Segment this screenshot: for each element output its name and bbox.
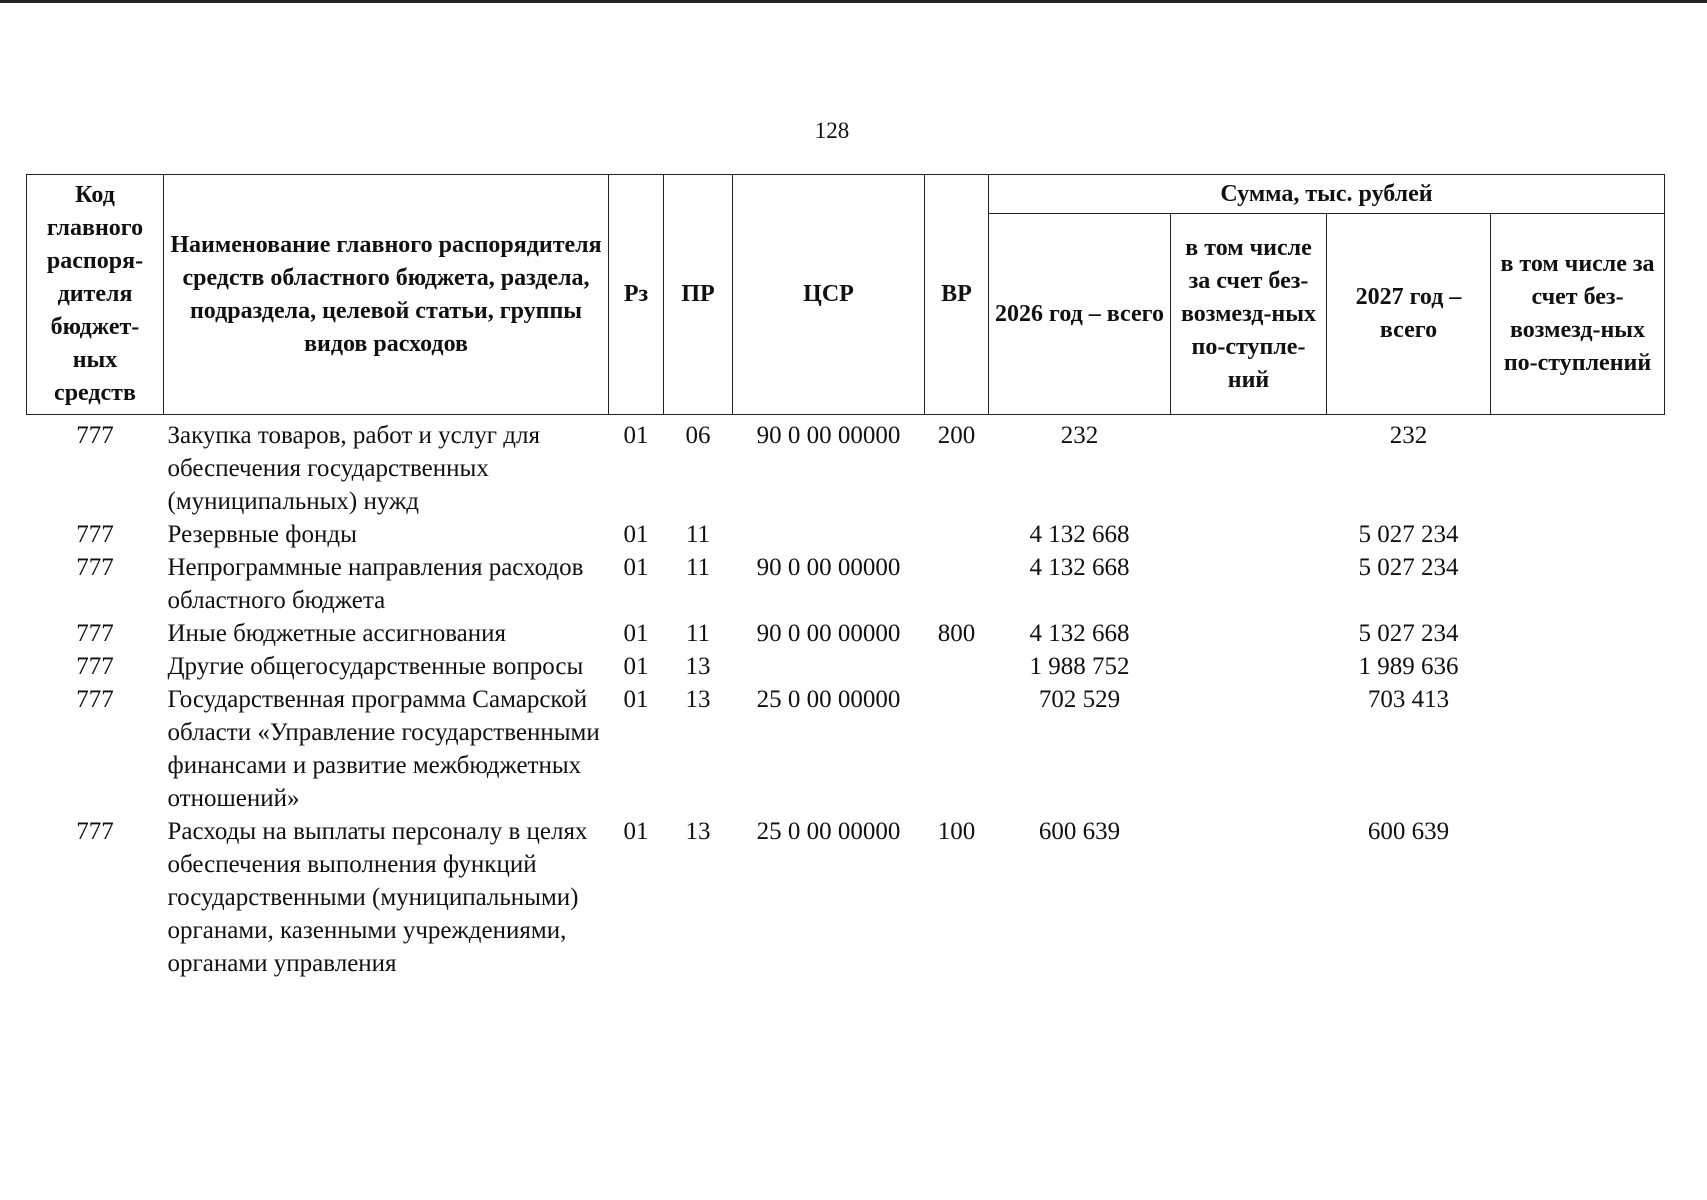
header-rz: Рз <box>609 175 664 415</box>
cell-2027-total: 5 027 234 <box>1358 521 1459 548</box>
header-2027-gratis: в том числе за счет без-возмезд-ных по-ступлений <box>1491 214 1665 415</box>
cell-pr: 13 <box>685 818 711 845</box>
table-row <box>27 617 1665 650</box>
page-number: 128 <box>814 118 850 143</box>
cell-name: Резервные фонды <box>167 521 357 548</box>
cell-2027-total: 232 <box>1389 422 1428 449</box>
cell-csr <box>733 518 925 551</box>
cell-2026-gratis <box>1171 815 1327 980</box>
table-row <box>27 551 1665 617</box>
cell-2027-gratis <box>1491 683 1665 815</box>
cell-pr: 13 <box>685 686 711 713</box>
header-2026-total: 2026 год – всего <box>989 214 1171 415</box>
table-body <box>27 415 1665 981</box>
cell-vr <box>925 683 989 815</box>
table-row <box>27 683 1665 815</box>
cell-2027-gratis <box>1491 518 1665 551</box>
cell-csr: 90 0 00 00000 <box>756 620 901 647</box>
cell-code: 777 <box>76 422 114 449</box>
cell-2027-total: 1 989 636 <box>1358 653 1459 680</box>
budget-table <box>26 174 1665 980</box>
cell-rz: 01 <box>623 620 649 647</box>
cell-pr: 06 <box>685 422 711 449</box>
cell-name: Непрограммные направления расходов областного бюджета <box>167 554 584 614</box>
header-vr: ВР <box>925 175 989 415</box>
cell-vr <box>925 650 989 683</box>
cell-name: Государственная программа Самарской области «Управление государственными финансами и развитие межбюджетных отношений» <box>167 686 600 812</box>
top-rule <box>0 0 1707 3</box>
cell-2026-total: 232 <box>1060 422 1099 449</box>
header-2027-total: 2027 год – всего <box>1327 214 1491 415</box>
cell-vr <box>925 518 989 551</box>
cell-2026-total: 1 988 752 <box>1029 653 1130 680</box>
cell-code: 777 <box>76 554 114 581</box>
cell-csr <box>733 650 925 683</box>
cell-code: 777 <box>76 521 114 548</box>
cell-2026-total: 702 529 <box>1038 686 1121 713</box>
header-pr: ПР <box>664 175 733 415</box>
cell-rz: 01 <box>623 521 649 548</box>
cell-2027-total: 600 639 <box>1367 818 1450 845</box>
cell-2026-total: 4 132 668 <box>1029 521 1130 548</box>
header-code: Код главного распоря-дителя бюджет-ных средств <box>27 175 164 415</box>
cell-2026-total: 4 132 668 <box>1029 620 1130 647</box>
cell-2027-gratis <box>1491 617 1665 650</box>
table-row <box>27 518 1665 551</box>
cell-name: Другие общегосударственные вопросы <box>167 653 584 680</box>
cell-2026-gratis <box>1171 551 1327 617</box>
table-row <box>27 415 1665 519</box>
cell-rz: 01 <box>623 554 649 581</box>
cell-2027-total: 703 413 <box>1367 686 1450 713</box>
header-sum-title: Сумма, тыс. рублей <box>989 175 1665 214</box>
cell-rz: 01 <box>623 422 649 449</box>
cell-2026-gratis <box>1171 518 1327 551</box>
cell-2026-gratis <box>1171 617 1327 650</box>
cell-code: 777 <box>76 653 114 680</box>
cell-code: 777 <box>76 620 114 647</box>
cell-2027-gratis <box>1491 815 1665 980</box>
cell-2027-gratis <box>1491 551 1665 617</box>
table-header <box>27 175 1665 415</box>
cell-2026-total: 4 132 668 <box>1029 554 1130 581</box>
header-name: Наименование главного распорядителя средств областного бюджета, раздела, подраздела, целевой статьи, группы видов расходов <box>164 175 609 415</box>
cell-2026-total: 600 639 <box>1038 818 1121 845</box>
header-csr: ЦСР <box>733 175 925 415</box>
cell-csr: 25 0 00 00000 <box>756 818 901 845</box>
cell-pr: 13 <box>685 653 711 680</box>
cell-2027-total: 5 027 234 <box>1358 554 1459 581</box>
cell-rz: 01 <box>623 686 649 713</box>
table-row <box>27 650 1665 683</box>
cell-vr: 800 <box>937 620 976 647</box>
cell-name: Закупка товаров, работ и услуг для обеспечения государственных (муниципальных) нужд <box>167 422 540 515</box>
cell-pr: 11 <box>685 620 711 647</box>
cell-vr <box>925 551 989 617</box>
cell-name: Иные бюджетные ассигнования <box>167 620 507 647</box>
cell-code: 777 <box>76 818 114 845</box>
cell-code: 777 <box>76 686 114 713</box>
cell-name: Расходы на выплаты персоналу в целях обеспечения выполнения функций государственными (муниципальными) органами, казенными учреждениями, органами управления <box>167 818 588 977</box>
cell-2027-gratis <box>1491 650 1665 683</box>
cell-rz: 01 <box>623 653 649 680</box>
cell-2027-gratis <box>1491 415 1665 519</box>
cell-2026-gratis <box>1171 650 1327 683</box>
cell-vr: 100 <box>937 818 976 845</box>
cell-pr: 11 <box>685 521 711 548</box>
cell-2026-gratis <box>1171 415 1327 519</box>
cell-2026-gratis <box>1171 683 1327 815</box>
cell-csr: 90 0 00 00000 <box>756 554 901 581</box>
header-2026-gratis: в том числе за счет без-возмезд-ных по-ступле-ний <box>1171 214 1327 415</box>
cell-rz: 01 <box>623 818 649 845</box>
cell-pr: 11 <box>685 554 711 581</box>
cell-csr: 25 0 00 00000 <box>756 686 901 713</box>
table-row <box>27 815 1665 980</box>
cell-vr: 200 <box>937 422 976 449</box>
cell-2027-total: 5 027 234 <box>1358 620 1459 647</box>
cell-csr: 90 0 00 00000 <box>756 422 901 449</box>
